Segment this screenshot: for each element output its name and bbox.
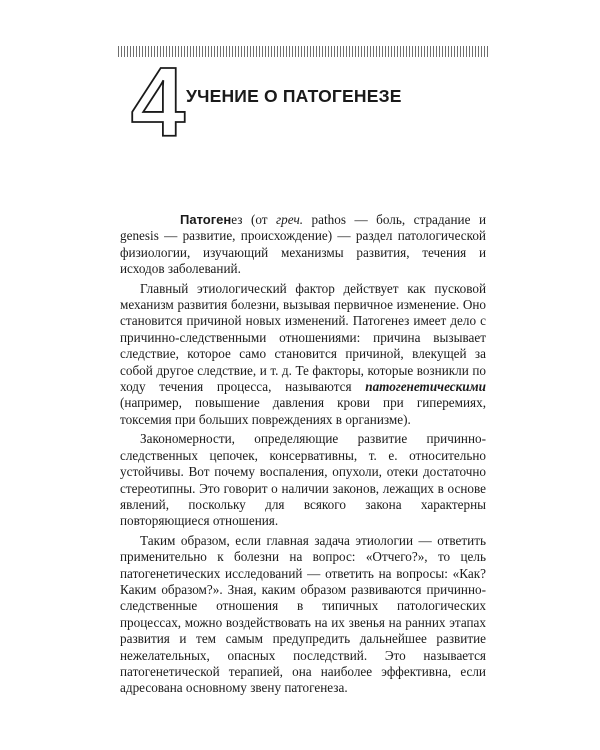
- chapter-title: УЧЕНИЕ О ПАТОГЕНЕЗЕ: [186, 86, 402, 106]
- chapter-number-glyph: [128, 58, 188, 146]
- paragraph-definition: [120, 212, 486, 278]
- decorative-top-rule: [118, 46, 488, 57]
- italic-term: патогенетическими: [365, 379, 486, 395]
- paragraph-conclusion: Таким образом, если главная задача этиологии — ответить применительно к болезни на вопрос: «Отчего?», то цель патогенетических исследований — ответить на вопросы: «Как? Каким образом?». Зная, каким образом развиваются причинно-следственные отношения в типичных патологических процессах, можно воздействовать на их звенья на ранних этапах развития и тем самым предупредить дальнейшее развитие нежелательных, опасных последствий. Это называется патогенетической терапией, она наиболее эффективна, если адресована основному звену патогенеза.: [120, 532, 486, 696]
- italic-abbrev: греч.: [276, 212, 304, 227]
- term-rest: ез: [231, 212, 243, 227]
- chapter-number-text: 4: [130, 58, 186, 146]
- term-bold: Патоген: [180, 212, 232, 227]
- paragraph-regularities: Закономерности, определяющие развитие причинно-следственных цепочек, консервативны, т. е. относительно устойчивы. Вот почему воспаления, опухоли, отеки достаточно стереотипны. Это говорит о наличии законов, лежащих в основе явлений, поскольку для всякого закона характерны повторяющиеся отношения.: [120, 431, 486, 529]
- text-run: (от: [242, 212, 277, 227]
- chapter-number: [128, 58, 188, 146]
- chapter-body: [120, 212, 486, 700]
- text-run: Главный этиологический фактор действует как пусковой механизм развития болезни, вызывая первичное изменение. Оно становится причиной новых изменений. Патогенез имеет дело с причинно-следственными отношениями: причина вызывает следствие, которое само становится причиной, влекущей за собой другое следствие, и т. д. Те факторы, которые возникли по ходу течения процесса, называются: [120, 280, 486, 395]
- text-run: pathos — боль, страдание и genesis — развитие, происхождение) — раздел патологической физиологии, изучающий механизмы развития, течения и исходов заболеваний.: [120, 212, 486, 277]
- text-run: (например, повышение давления крови при гиперемиях, токсемия при больших повреждениях в организме).: [120, 395, 486, 427]
- paragraph-etiology: [120, 281, 486, 429]
